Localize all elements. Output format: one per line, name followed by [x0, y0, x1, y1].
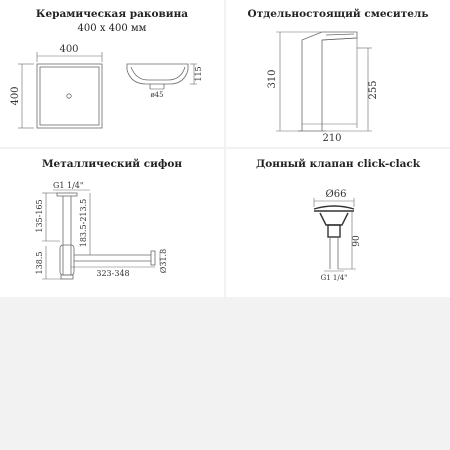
drain-thread-label: G1 1/4" [320, 274, 348, 282]
faucet-body-height-label: 255 [368, 80, 379, 100]
siphon-diameter-label: Ø31.8 [159, 248, 168, 274]
faucet-lever [326, 34, 354, 35]
sink-side-height-label: 115 [194, 66, 203, 82]
siphon-bottle [60, 245, 74, 275]
siphon-top-flange [57, 193, 77, 196]
siphon-inlet-label: 183.5-213.5 [79, 198, 88, 248]
faucet-drawing [226, 0, 450, 147]
sink-top-view-inner [40, 67, 99, 125]
drain-funnel [320, 213, 348, 225]
faucet-panel [226, 0, 450, 147]
drain-nut [328, 225, 340, 237]
siphon-title: Металлический сифон [41, 158, 183, 170]
sink-width-label: 400 [59, 44, 79, 55]
sink-height-label: 400 [10, 86, 21, 106]
sink-size-caption: 400 х 400 мм [77, 23, 147, 34]
siphon-upper-label: 135-165 [35, 199, 44, 233]
siphon-thread-label: G1 1/4" [53, 181, 84, 190]
sink-drawing [0, 0, 224, 147]
faucet-spout-underside [322, 38, 357, 40]
faucet-body [302, 32, 357, 131]
drain-cap [314, 206, 354, 209]
siphon-outlet-flange [151, 251, 155, 265]
siphon-bottom-cap [61, 275, 73, 279]
siphon-panel [0, 149, 224, 297]
drain-title: Донный клапан click-clack [255, 158, 421, 170]
sink-top-view-outer [37, 64, 102, 128]
siphon-lower-label: 138.5 [35, 251, 44, 275]
siphon-drawing [0, 149, 224, 297]
drain-diameter-label: Ø66 [325, 189, 347, 200]
faucet-spout-label: 210 [322, 133, 342, 144]
drain-height-label: 90 [352, 235, 362, 247]
faucet-total-height-label: 310 [267, 69, 278, 89]
sink-drain-hole [67, 94, 71, 98]
sink-drain-label: ø45 [150, 91, 164, 99]
sink-side-view [127, 64, 188, 84]
siphon-horizontal-label: 323-348 [96, 269, 130, 278]
sink-panel [0, 0, 224, 147]
drain-panel [226, 149, 450, 297]
faucet-title: Отдельностоящий смеситель [247, 8, 429, 20]
sink-side-bowl [131, 67, 185, 80]
drain-drawing [226, 149, 450, 297]
sink-title: Керамическая раковина [35, 8, 189, 20]
